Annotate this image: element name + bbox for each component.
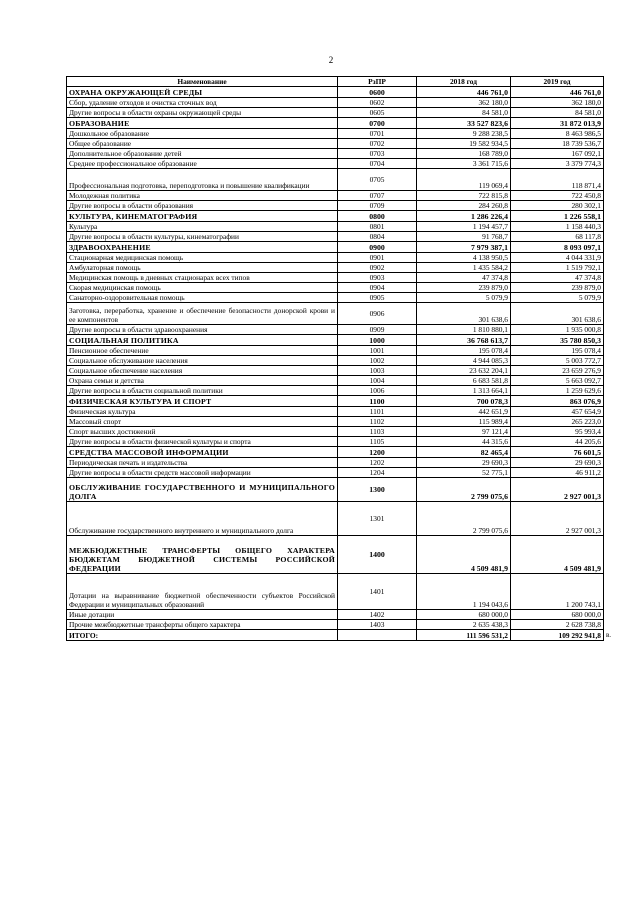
- row-value-2018: 19 582 934,5: [417, 139, 511, 149]
- row-name: Спорт высших достижений: [67, 427, 338, 437]
- row-code: 0801: [338, 222, 417, 232]
- table-row: [67, 98, 604, 108]
- row-value-2018: 239 879,0: [417, 283, 511, 293]
- row-value-2019: 1 259 629,6: [511, 386, 604, 396]
- row-name: Периодическая печать и издательства: [67, 458, 338, 468]
- row-value-2018: 33 527 823,6: [417, 118, 511, 129]
- row-value-2019: 3 379 774,3: [511, 159, 604, 169]
- row-value-2019: 280 302,1: [511, 201, 604, 211]
- row-value-2018: 52 775,1: [417, 468, 511, 478]
- row-value-2019: 8 463 986,5: [511, 129, 604, 139]
- row-code: 0702: [338, 139, 417, 149]
- row-value-2019: 680 000,0: [511, 610, 604, 620]
- row-value-2019: 109 292 941,8: [511, 630, 604, 641]
- row-value-2018: 6 683 581,8: [417, 376, 511, 386]
- row-name: Физическая культура: [67, 407, 338, 417]
- row-code: 1000: [338, 335, 417, 346]
- table-row: [67, 325, 604, 335]
- row-value-2018: 362 180,0: [417, 98, 511, 108]
- row-value-2018: 168 789,0: [417, 149, 511, 159]
- row-name: Молодежная политика: [67, 191, 338, 201]
- row-name: СРЕДСТВА МАССОВОЙ ИНФОРМАЦИИ: [67, 447, 338, 458]
- row-value-2019: 47 374,8: [511, 273, 604, 283]
- row-code: 1402: [338, 610, 417, 620]
- row-value-2019: 95 993,4: [511, 427, 604, 437]
- row-value-2018: 4 138 950,5: [417, 253, 511, 263]
- row-value-2019: 4 509 481,9: [511, 536, 604, 574]
- section-row: [67, 118, 604, 129]
- row-name: Другие вопросы в области средств массовой информации: [67, 468, 338, 478]
- row-value-2019: 1 935 000,8: [511, 325, 604, 335]
- row-value-2019: 76 601,5: [511, 447, 604, 458]
- row-name: Другие вопросы в области культуры, кинематографии: [67, 232, 338, 242]
- table-row: [67, 502, 604, 536]
- table-row: [67, 201, 604, 211]
- section-row: [67, 335, 604, 346]
- row-code: 1403: [338, 620, 417, 630]
- row-value-2019: 1 519 792,1: [511, 263, 604, 273]
- row-value-2019: 44 205,6: [511, 437, 604, 447]
- row-value-2018: 1 810 880,1: [417, 325, 511, 335]
- table-row: [67, 386, 604, 396]
- row-value-2018: 1 194 043,6: [417, 574, 511, 610]
- row-value-2019: 5 079,9: [511, 293, 604, 303]
- row-name: Стационарная медицинская помощь: [67, 253, 338, 263]
- row-value-2018: 1 435 584,2: [417, 263, 511, 273]
- table-row: [67, 273, 604, 283]
- row-name: Другие вопросы в области охраны окружающей среды: [67, 108, 338, 118]
- table-row: [67, 574, 604, 610]
- row-code: 0904: [338, 283, 417, 293]
- row-value-2019: 29 690,3: [511, 458, 604, 468]
- row-name: Другие вопросы в области социальной политики: [67, 386, 338, 396]
- row-code: 1103: [338, 427, 417, 437]
- row-value-2019: 1 158 440,3: [511, 222, 604, 232]
- row-code: 0906: [338, 303, 417, 325]
- row-name: Другие вопросы в области здравоохранения: [67, 325, 338, 335]
- table-row: [67, 169, 604, 191]
- header-2019: 2019 год: [511, 77, 604, 87]
- table-row: [67, 468, 604, 478]
- table-row: [67, 129, 604, 139]
- row-name: Социальное обслуживание населения: [67, 356, 338, 366]
- row-code: 0902: [338, 263, 417, 273]
- row-code: 0909: [338, 325, 417, 335]
- row-code: 1401: [338, 574, 417, 610]
- row-value-2018: 2 635 438,3: [417, 620, 511, 630]
- row-code: [338, 630, 417, 641]
- row-name: Среднее профессиональное образование: [67, 159, 338, 169]
- row-name: Пенсионное обеспечение: [67, 346, 338, 356]
- table-row: [67, 356, 604, 366]
- row-value-2018: 2 799 075,6: [417, 502, 511, 536]
- row-value-2018: 115 989,4: [417, 417, 511, 427]
- row-value-2019: 4 044 331,9: [511, 253, 604, 263]
- row-value-2019: 2 927 001,3: [511, 478, 604, 502]
- row-value-2019: 23 659 276,9: [511, 366, 604, 376]
- page-number: 2: [328, 55, 334, 65]
- row-name: ОБРАЗОВАНИЕ: [67, 118, 338, 129]
- row-value-2018: 1 313 664,1: [417, 386, 511, 396]
- table-row: [67, 253, 604, 263]
- row-value-2018: 82 465,4: [417, 447, 511, 458]
- row-value-2018: 9 288 238,5: [417, 129, 511, 139]
- table-body: [67, 87, 604, 641]
- row-value-2018: 3 361 715,6: [417, 159, 511, 169]
- row-value-2018: 23 632 204,1: [417, 366, 511, 376]
- table-row: [67, 407, 604, 417]
- table-row: [67, 366, 604, 376]
- table-row: [67, 458, 604, 468]
- header-code: РзПР: [338, 77, 417, 87]
- row-value-2019: 457 654,9: [511, 407, 604, 417]
- row-value-2019: 18 739 536,7: [511, 139, 604, 149]
- row-code: 0605: [338, 108, 417, 118]
- table-row: [67, 437, 604, 447]
- row-code: 1400: [338, 536, 417, 574]
- total-row: [67, 630, 604, 641]
- row-code: 0901: [338, 253, 417, 263]
- row-value-2018: 195 078,4: [417, 346, 511, 356]
- row-name: Санаторно-оздоровительная помощь: [67, 293, 338, 303]
- row-value-2019: 46 911,2: [511, 468, 604, 478]
- row-code: 1300: [338, 478, 417, 502]
- row-code: 1004: [338, 376, 417, 386]
- row-code: 1002: [338, 356, 417, 366]
- row-value-2018: 446 761,0: [417, 87, 511, 98]
- row-value-2019: 863 076,9: [511, 396, 604, 407]
- row-name: Амбулаторная помощь: [67, 263, 338, 273]
- row-value-2019: 722 450,8: [511, 191, 604, 201]
- row-value-2019: 362 180,0: [511, 98, 604, 108]
- row-name: Дошкольное образование: [67, 129, 338, 139]
- row-value-2018: 47 374,8: [417, 273, 511, 283]
- row-name: ОХРАНА ОКРУЖАЮЩЕЙ СРЕДЫ: [67, 87, 338, 98]
- row-value-2018: 5 079,9: [417, 293, 511, 303]
- header-name: Наименование: [67, 77, 338, 87]
- table-row: [67, 232, 604, 242]
- row-name: Общее образование: [67, 139, 338, 149]
- row-value-2019: 8 093 097,1: [511, 242, 604, 253]
- row-name: Медицинская помощь в дневных стационарах всех типов: [67, 273, 338, 283]
- section-row: [67, 396, 604, 407]
- row-name: Заготовка, переработка, хранение и обеспечение безопасности донорской крови и ее компонентов: [67, 303, 338, 325]
- table-row: [67, 222, 604, 232]
- row-value-2018: 301 638,6: [417, 303, 511, 325]
- row-value-2018: 700 078,3: [417, 396, 511, 407]
- row-name: Дополнительное образование детей: [67, 149, 338, 159]
- row-value-2018: 36 768 613,7: [417, 335, 511, 346]
- section-row: [67, 211, 604, 222]
- row-value-2018: 91 768,7: [417, 232, 511, 242]
- row-name: КУЛЬТУРА, КИНЕМАТОГРАФИЯ: [67, 211, 338, 222]
- section-row: [67, 447, 604, 458]
- row-code: 0905: [338, 293, 417, 303]
- row-value-2019: 195 078,4: [511, 346, 604, 356]
- row-name: Прочие межбюджетные трансферты общего характера: [67, 620, 338, 630]
- row-value-2018: 29 690,3: [417, 458, 511, 468]
- row-value-2019: 2 628 738,8: [511, 620, 604, 630]
- row-value-2019: 5 663 092,7: [511, 376, 604, 386]
- row-value-2018: 119 069,4: [417, 169, 511, 191]
- row-value-2019: 301 638,6: [511, 303, 604, 325]
- table-row: [67, 346, 604, 356]
- row-value-2018: 1 194 457,7: [417, 222, 511, 232]
- table-row: [67, 610, 604, 620]
- row-name: Иные дотации: [67, 610, 338, 620]
- table-row: [67, 293, 604, 303]
- row-name: Другие вопросы в области образования: [67, 201, 338, 211]
- row-code: 0804: [338, 232, 417, 242]
- row-name: МЕЖБЮДЖЕТНЫЕ ТРАНСФЕРТЫ ОБЩЕГО ХАРАКТЕРА БЮДЖЕТАМ БЮДЖЕТНОЙ СИСТЕМЫ РОССИЙСКОЙ ФЕДЕРАЦИИ: [67, 536, 338, 574]
- row-name: Дотации на выравнивание бюджетной обеспеченности субъектов Российской Федерации и муниципальных образований: [67, 574, 338, 610]
- row-code: 0900: [338, 242, 417, 253]
- row-code: 0703: [338, 149, 417, 159]
- row-code: 1202: [338, 458, 417, 468]
- row-value-2019: 167 092,1: [511, 149, 604, 159]
- row-name: Скорая медицинская помощь: [67, 283, 338, 293]
- row-code: 0704: [338, 159, 417, 169]
- row-name: Культура: [67, 222, 338, 232]
- table-row: [67, 108, 604, 118]
- row-code: 1006: [338, 386, 417, 396]
- row-value-2018: 97 121,4: [417, 427, 511, 437]
- row-value-2019: 2 927 001,3: [511, 502, 604, 536]
- row-value-2018: 7 979 387,1: [417, 242, 511, 253]
- table-header-row: [67, 77, 604, 87]
- row-code: 0707: [338, 191, 417, 201]
- row-code: 0705: [338, 169, 417, 191]
- table-row: [67, 620, 604, 630]
- row-name: СОЦИАЛЬНАЯ ПОЛИТИКА: [67, 335, 338, 346]
- row-code: 1204: [338, 468, 417, 478]
- row-value-2019: 118 871,4: [511, 169, 604, 191]
- table-row: [67, 139, 604, 149]
- row-value-2019: 5 003 772,7: [511, 356, 604, 366]
- table-row: [67, 149, 604, 159]
- row-name: Сбор, удаление отходов и очистка сточных вод: [67, 98, 338, 108]
- table-row: [67, 376, 604, 386]
- table-row: [67, 427, 604, 437]
- row-name: Охрана семьи и детства: [67, 376, 338, 386]
- row-code: 0903: [338, 273, 417, 283]
- row-code: 0701: [338, 129, 417, 139]
- row-value-2019: 1 226 558,1: [511, 211, 604, 222]
- row-code: 1105: [338, 437, 417, 447]
- row-name: ФИЗИЧЕСКАЯ КУЛЬТУРА И СПОРТ: [67, 396, 338, 407]
- row-code: 0709: [338, 201, 417, 211]
- row-name: ИТОГО:: [67, 630, 338, 641]
- row-value-2018: 111 596 531,2: [417, 630, 511, 641]
- row-code: 0700: [338, 118, 417, 129]
- table-row: [67, 191, 604, 201]
- section-row: [67, 478, 604, 502]
- row-name: Массовый спорт: [67, 417, 338, 427]
- section-row: [67, 536, 604, 574]
- row-value-2019: 446 761,0: [511, 87, 604, 98]
- table-row: [67, 417, 604, 427]
- row-value-2019: 239 879,0: [511, 283, 604, 293]
- table-row: [67, 303, 604, 325]
- row-code: 1100: [338, 396, 417, 407]
- row-value-2018: 284 260,8: [417, 201, 511, 211]
- row-value-2019: 31 872 013,9: [511, 118, 604, 129]
- row-value-2018: 722 815,8: [417, 191, 511, 201]
- row-name: ОБСЛУЖИВАНИЕ ГОСУДАРСТВЕННОГО И МУНИЦИПАЛЬНОГО ДОЛГА: [67, 478, 338, 502]
- row-value-2018: 680 000,0: [417, 610, 511, 620]
- row-code: 1003: [338, 366, 417, 376]
- row-value-2018: 1 286 226,4: [417, 211, 511, 222]
- row-code: 0800: [338, 211, 417, 222]
- budget-table: [66, 76, 604, 641]
- row-code: 1200: [338, 447, 417, 458]
- row-code: 1102: [338, 417, 417, 427]
- table-row: [67, 263, 604, 273]
- row-value-2018: 4 944 085,3: [417, 356, 511, 366]
- row-value-2018: 84 581,0: [417, 108, 511, 118]
- row-value-2018: 4 509 481,9: [417, 536, 511, 574]
- row-name: Другие вопросы в области физической культуры и спорта: [67, 437, 338, 447]
- row-value-2019: 265 223,0: [511, 417, 604, 427]
- table-row: [67, 283, 604, 293]
- section-row: [67, 87, 604, 98]
- section-row: [67, 242, 604, 253]
- row-name: Социальное обеспечение населения: [67, 366, 338, 376]
- row-code: 1001: [338, 346, 417, 356]
- row-code: 1101: [338, 407, 417, 417]
- row-value-2019: 68 117,8: [511, 232, 604, 242]
- row-value-2018: 442 651,9: [417, 407, 511, 417]
- row-value-2018: 2 799 075,6: [417, 478, 511, 502]
- table-row: [67, 159, 604, 169]
- row-name: ЗДРАВООХРАНЕНИЕ: [67, 242, 338, 253]
- row-name: Профессиональная подготовка, переподготовка и повышение квалификации: [67, 169, 338, 191]
- row-code: 0602: [338, 98, 417, 108]
- header-2018: 2018 год: [417, 77, 511, 87]
- row-value-2018: 44 315,6: [417, 437, 511, 447]
- row-code: 0600: [338, 87, 417, 98]
- row-name: Обслуживание государственного внутреннего и муниципального долга: [67, 502, 338, 536]
- total-suffix: в.: [606, 630, 612, 639]
- row-value-2019: 1 200 743,1: [511, 574, 604, 610]
- row-value-2019: 84 581,0: [511, 108, 604, 118]
- row-code: 1301: [338, 502, 417, 536]
- row-value-2019: 35 780 850,3: [511, 335, 604, 346]
